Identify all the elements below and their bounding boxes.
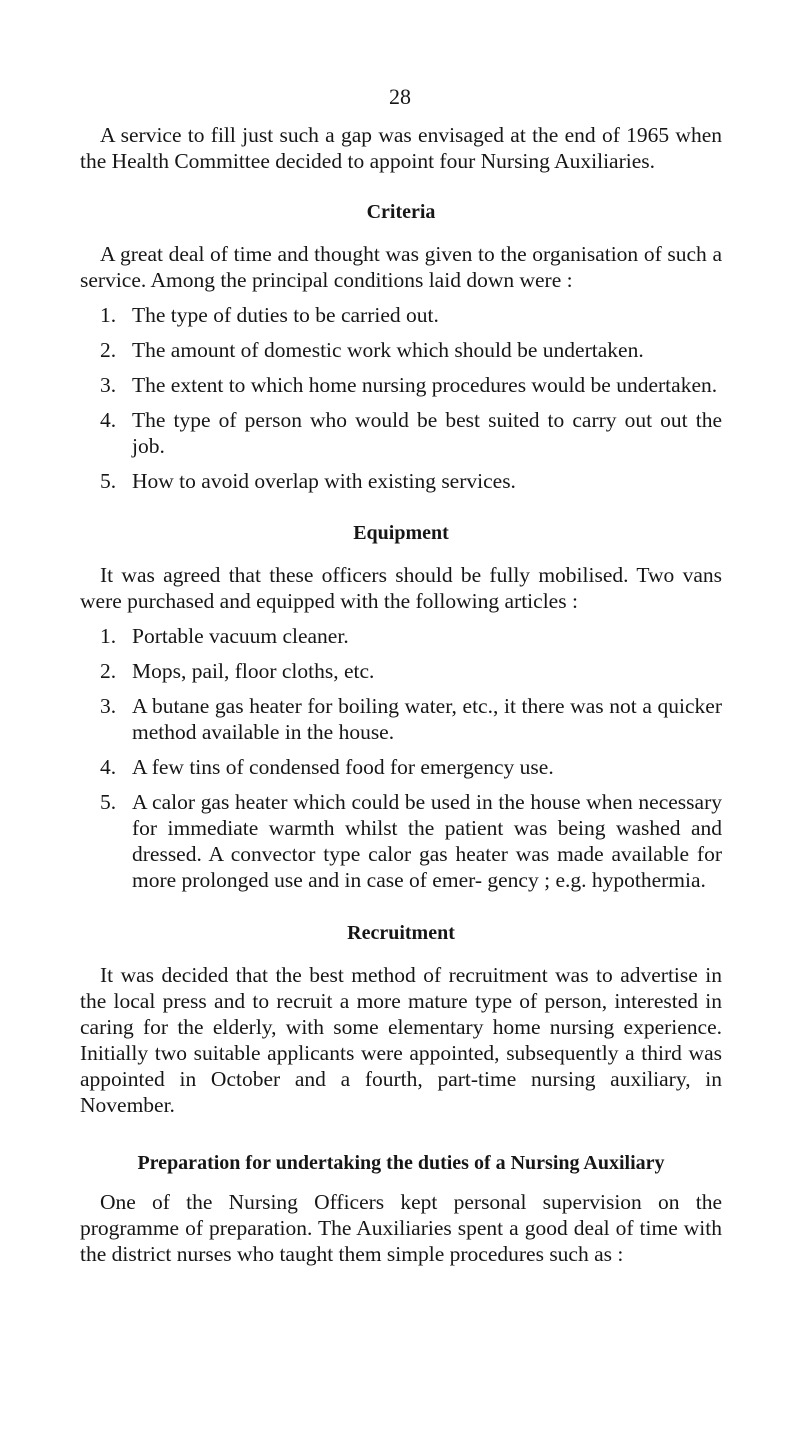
list-item-number: 5. <box>100 469 117 493</box>
preparation-paragraph: One of the Nursing Officers kept personal supervision on the programme of preparation. The Auxiliaries spent a good deal of time with the district nurses who taught them simple procedures such as : <box>80 1190 722 1266</box>
list-item <box>100 658 722 684</box>
list-item <box>100 468 722 494</box>
list-item <box>100 623 722 649</box>
list-item <box>100 693 722 745</box>
list-item-text: The amount of domestic work which should be undertaken. <box>132 338 644 362</box>
recruitment-paragraph: It was decided that the best method of recruitment was to advertise in the local press and to recruit a more mature type of person, interested in caring for the elderly, with some elementary home nursing experience. Initially two suitable applicants were appointed, subsequently a third was appointed in October and a fourth, part-time nursing auxiliary, in November. <box>80 963 722 1117</box>
preparation-heading: Preparation for undertaking the duties of a Nursing Auxiliary <box>137 1152 665 1174</box>
list-item-text: Portable vacuum cleaner. <box>132 624 349 648</box>
equipment-list <box>80 623 722 893</box>
list-item-text: How to avoid overlap with existing services. <box>132 469 516 493</box>
list-item-text: A calor gas heater which could be used in the house when necessary for immediate warmth whilst the patient was being washed and dressed. A convector type calor gas heater was made available for more prolonged use and in case of emer- gency ; e.g. hypothermia. <box>132 790 722 892</box>
list-item-text: A butane gas heater for boiling water, etc., it there was not a quicker method available in the house. <box>132 694 722 744</box>
equipment-paragraph: It was agreed that these officers should be fully mobilised. Two vans were purchased and equipped with the following articles : <box>80 563 722 613</box>
list-item-number: 2. <box>100 659 117 683</box>
list-item-number: 1. <box>100 624 117 648</box>
list-item <box>100 302 722 328</box>
list-item-text: The extent to which home nursing procedures would be undertaken. <box>132 373 718 397</box>
list-item-number: 3. <box>100 694 117 718</box>
intro-paragraph: A service to fill just such a gap was envisaged at the end of 1965 when the Health Committee decided to appoint four Nursing Auxiliaries. <box>80 123 722 173</box>
list-item-number: 4. <box>100 755 117 779</box>
list-item-number: 3. <box>100 373 117 397</box>
criteria-heading: Criteria <box>366 201 436 223</box>
list-item <box>100 754 722 780</box>
list-item-number: 5. <box>100 790 117 814</box>
list-item <box>100 372 722 398</box>
list-item-number: 4. <box>100 408 117 432</box>
list-item-text: Mops, pail, floor cloths, etc. <box>132 659 375 683</box>
list-item-text: A few tins of condensed food for emergency use. <box>132 755 554 779</box>
list-item-text: The type of duties to be carried out. <box>132 303 439 327</box>
list-item <box>100 789 722 893</box>
page-number: 28 <box>389 84 411 109</box>
equipment-heading: Equipment <box>353 522 449 544</box>
list-item <box>100 337 722 363</box>
recruitment-heading: Recruitment <box>347 922 455 944</box>
list-item-text: The type of person who would be best suited to carry out out the job. <box>132 408 722 458</box>
criteria-paragraph: A great deal of time and thought was given to the organisation of such a service. Among the principal conditions laid down were : <box>80 242 722 292</box>
list-item-number: 1. <box>100 303 117 327</box>
list-item <box>100 407 722 459</box>
list-item-number: 2. <box>100 338 117 362</box>
criteria-list <box>80 302 722 494</box>
page-content <box>80 122 722 1267</box>
